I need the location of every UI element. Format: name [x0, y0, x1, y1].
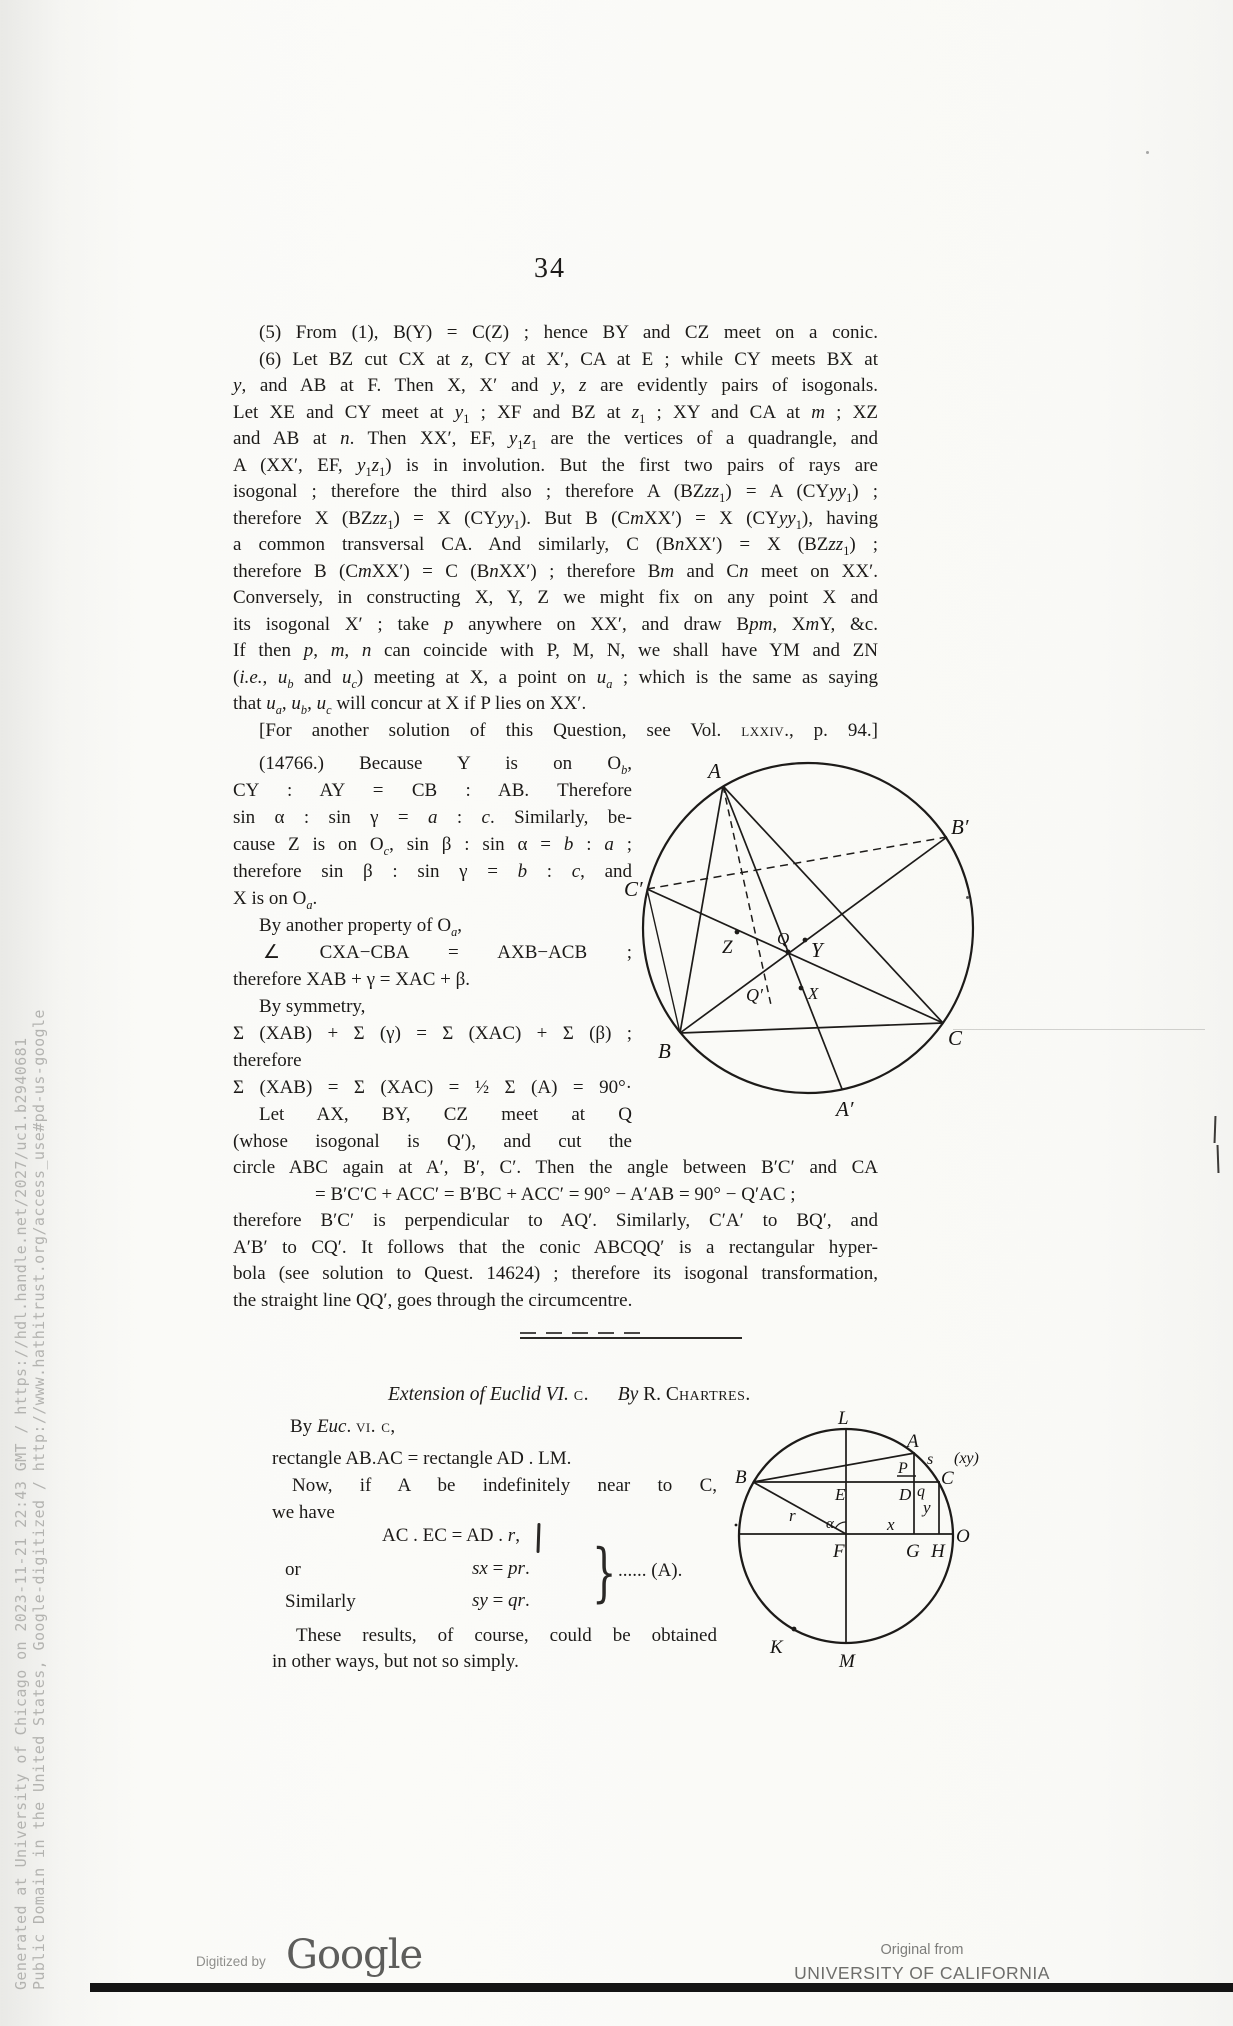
text-line: (whose isogonal is Q′), and cut the	[233, 1131, 632, 1152]
text-line: sin α : sin γ = a : c. Similarly, be-	[233, 807, 632, 828]
section-divider	[520, 1337, 742, 1339]
point-label-B: B	[735, 1467, 747, 1488]
scan-dot	[735, 1524, 738, 1527]
point-label-B: B	[658, 1039, 671, 1063]
point-label-G: G	[906, 1541, 920, 1562]
text-line: By Euc. vi. c,	[290, 1416, 396, 1437]
text-line: (6) Let BZ cut CX at z, CY at X′, CA at E ; while CY meets BX at	[259, 348, 878, 370]
text-line: we have	[272, 1502, 335, 1523]
angle-alpha-arc	[836, 1522, 847, 1528]
point-label-C-prime: C′	[624, 877, 643, 901]
section-divider-dashes	[520, 1332, 650, 1334]
text-line: X is on $O_a$.	[233, 888, 318, 912]
point-label-Z: Z	[722, 937, 733, 958]
figure-isogonal-circle	[620, 750, 990, 1130]
text-line: therefore sin β : sin γ = b : c, and	[233, 861, 633, 882]
text-line: By symmetry,	[259, 996, 366, 1017]
point-label-B-prime: B′	[951, 815, 969, 839]
point-label-A: A	[708, 759, 721, 783]
digitized-by-label: Digitized by	[196, 1954, 266, 1969]
point-label-A-prime: A′	[836, 1097, 854, 1121]
equation-2: sx = pr.	[472, 1558, 530, 1579]
or-label: or	[285, 1559, 301, 1580]
figure1-labels	[624, 759, 969, 1121]
angle-label-alpha: α	[826, 1516, 834, 1532]
length-label-s: s	[927, 1451, 934, 1468]
text-line: in other ways, but not so simply.	[272, 1651, 519, 1672]
equation-brace: }	[592, 1536, 617, 1610]
text-line: By another property of $O_a$,	[259, 915, 462, 939]
point-label-Q-prime: Q′	[746, 985, 763, 1005]
text-line: Σ (XAB) + Σ (γ) = Σ (XAC) + Σ (β) ;	[233, 1023, 632, 1044]
sidebar-rights-line: Public Domain in the United States, Google-digitized / http://www.hathitrust.org/access_use#pd-us-google	[30, 1009, 48, 1990]
equation-3: sy = qr.	[472, 1590, 530, 1611]
text-line: Let XE and CY meet at $y_1$ ; XF and BZ at $z_1$ ; XY and CA at m ; XZ	[233, 401, 878, 426]
circumcircle	[643, 763, 973, 1093]
text-line: therefore	[233, 1050, 302, 1071]
scan-artifact-line	[953, 1029, 1205, 1030]
point-label-E: E	[835, 1485, 846, 1504]
text-line: = B′C′C + ACC′ = B′BC + ACC′ = 90° − A′AB = 90° − Q′AC ;	[315, 1183, 796, 1205]
text-line: rectangle AB.AC = rectangle AD . LM.	[272, 1448, 572, 1469]
point-label-X: X	[808, 984, 819, 1003]
length-label-r: r	[789, 1506, 796, 1525]
text-line: bola (see solution to Quest. 14624) ; therefore its isogonal transformation,	[233, 1263, 878, 1284]
point-label-F: F	[833, 1541, 845, 1562]
point-label-C: C	[948, 1026, 963, 1050]
text-line: (14766.) Because Y is on $O_b$,	[259, 753, 632, 777]
point-label-A: A	[907, 1431, 919, 1452]
text-line: therefore B (CmXX′) = C (BnXX′) ; therefore Bm and Cn meet on XX′.	[233, 560, 879, 582]
text-line: These results, of course, could be obtained	[296, 1625, 717, 1646]
equation-1: AC . EC = AD . r,	[382, 1525, 520, 1546]
text-line: therefore X (BZzz$_1$) = X (CYyy$_1$). But B (CmXX′) = X (CYyy$_1$), having	[233, 507, 878, 532]
coords-label-xy: (xy)	[954, 1450, 979, 1467]
text-line: y, and AB at F. Then X, X′ and y, z are evidently pairs of isogonals.	[233, 375, 879, 396]
text-line: that $u_a$, $u_b$, $u_c$ will concur at X if P lies on XX′.	[233, 693, 587, 717]
length-label-y: y	[923, 1498, 931, 1517]
page-number: 34	[534, 253, 566, 284]
text-line: cause Z is on $O_c$, sin β : sin α = b : a ;	[233, 834, 632, 858]
google-logo: Google	[286, 1932, 423, 1978]
scan-speck	[1146, 151, 1149, 154]
pen-mark	[1214, 1116, 1217, 1143]
scan-speck	[966, 896, 969, 899]
text-line: circle ABC again at A′, B′, C′. Then the angle between B′C′ and CA	[233, 1157, 878, 1178]
point-label-Y: Y	[811, 938, 823, 962]
text-line: Let AX, BY, CZ meet at Q	[259, 1104, 632, 1125]
figure1-point-dots	[735, 930, 808, 991]
text-line: the straight line QQ′, goes through the circumcentre.	[233, 1289, 633, 1311]
text-line: a common transversal CA. And similarly, C (BnXX′) = X (BZzz$_1$) ;	[233, 534, 878, 558]
text-line: isogonal ; therefore the third also ; therefore A (BZzz$_1$) = A (CYyy$_1$) ;	[233, 481, 879, 505]
brace-tick	[536, 1523, 540, 1553]
text-line: A′B′ to CQ′. It follows that the conic ABCQQ′ is a rectangular hyper-	[233, 1236, 878, 1258]
text-line: If then p, m, n can coincide with P, M, N, we shall have YM and ZN	[233, 640, 879, 661]
point-label-P: P	[898, 1460, 908, 1477]
scan-bottom-bar	[90, 1983, 1233, 1992]
point-K-dot	[792, 1627, 797, 1632]
text-line: (5) From (1), B(Y) = C(Z) ; hence BY and CZ meet on a conic.	[259, 322, 878, 343]
question-14766-column	[233, 750, 632, 1155]
figure-euclid-circle	[710, 1395, 1000, 1685]
figure2-labels	[735, 1408, 979, 1672]
figure1-solid-lines	[647, 786, 947, 1089]
point-label-H: H	[931, 1541, 945, 1562]
institution-label: UNIVERSITY OF CALIFORNIA	[794, 1963, 1050, 1983]
text-line: Conversely, in constructing X, Y, Z we might fix on any point X and	[233, 587, 878, 608]
continuation-paragraph	[233, 1155, 878, 1314]
section-title: Extension of Euclid VI. c. By R. Chartres.	[388, 1384, 751, 1405]
point-label-C: C	[941, 1468, 954, 1489]
text-line: therefore B′C′ is perpendicular to AQ′. Similarly, C′A′ to BQ′, and	[233, 1210, 878, 1231]
text-line: (i.e., $u_b$ and $u_c$) meeting at X, a point on $u_a$ ; which is the same as saying	[233, 666, 878, 691]
text-line: A (XX′, EF, $y_1z_1$) is in involution. But the first two pairs of rays are	[233, 454, 878, 479]
point-label-K: K	[770, 1637, 783, 1658]
text-line: CY : AY = CB : AB. Therefore	[233, 780, 632, 801]
point-label-Q: Q	[777, 929, 790, 948]
point-label-M: M	[839, 1651, 855, 1672]
point-label-D: D	[899, 1485, 912, 1504]
point-label-O: O	[956, 1526, 970, 1547]
similarly-label: Similarly	[285, 1591, 356, 1612]
text-line: and AB at n. Then XX′, EF, $y_1z_1$ are the vertices of a quadrangle, and	[233, 428, 878, 452]
length-label-x: x	[887, 1515, 895, 1534]
equation-reference-A: ...... (A).	[618, 1560, 683, 1581]
length-label-q: q	[917, 1483, 925, 1500]
main-paragraph	[233, 320, 878, 744]
text-line: its isogonal X′ ; take p anywhere on XX′, and draw Bpm, XmY, &c.	[233, 613, 878, 635]
text-line: Σ (XAB) = Σ (XAC) = ½ Σ (A) = 90°·	[233, 1077, 632, 1098]
point-label-L: L	[838, 1408, 849, 1429]
text-line: Now, if A be indefinitely near to C,	[292, 1475, 717, 1496]
text-line: therefore XAB + γ = XAC + β.	[233, 969, 470, 990]
original-from-label: Original from	[880, 1942, 964, 1958]
text-line: ∠ CXA−CBA = AXB−ACB ;	[263, 941, 632, 963]
sidebar-provenance-line: Generated at University of Chicago on 2023-11-21 22:43 GMT / https://hdl.handle.net/2027/uc1.b2940681	[12, 1037, 30, 1990]
pen-mark	[1217, 1145, 1220, 1173]
text-line: [For another solution of this Question, see Vol. lxxiv., p. 94.]	[259, 719, 879, 741]
